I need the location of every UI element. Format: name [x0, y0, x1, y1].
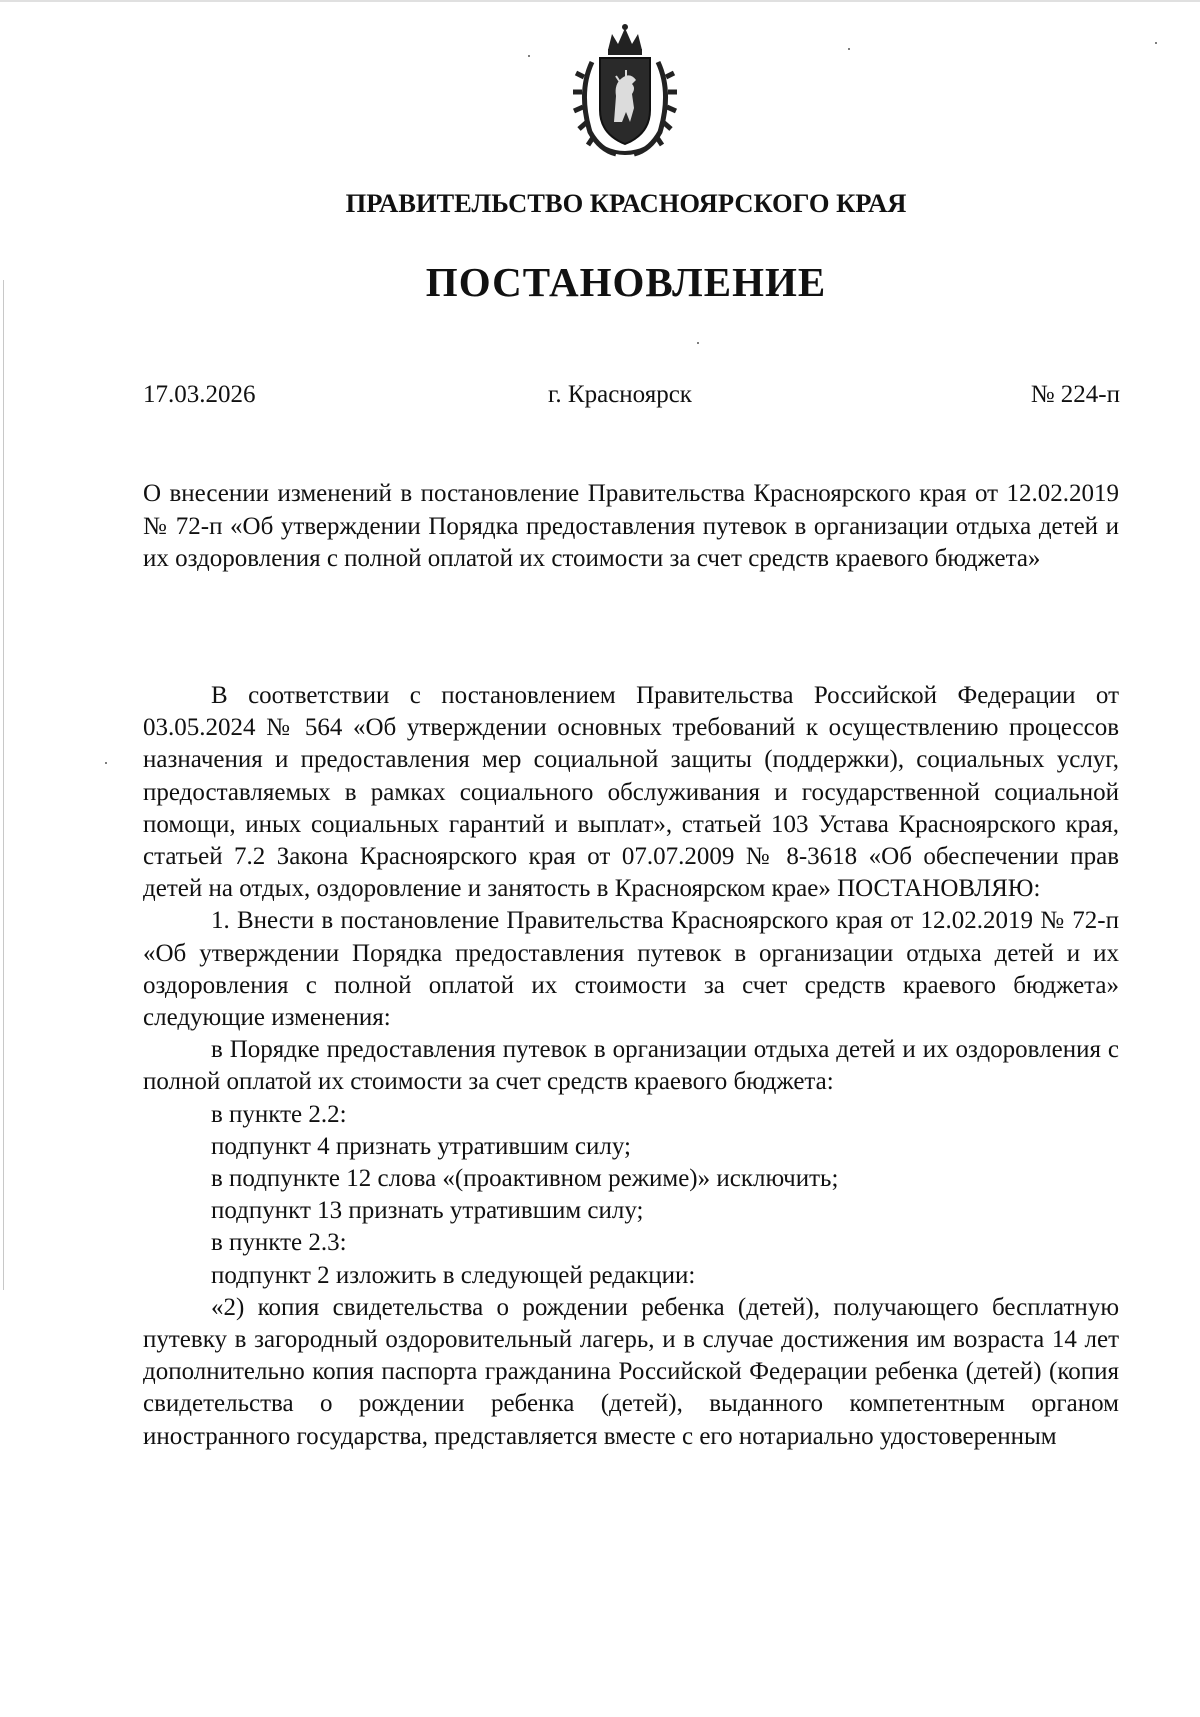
- clause-2-3-line: в пункте 2.3:: [211, 1229, 347, 1257]
- subclause-13-line: подпункт 13 признать утратившим силу;: [211, 1197, 644, 1225]
- scan-edge: [3, 280, 4, 1290]
- subclause-2-text-paragraph: «2) копия свидетельства о рождении ребенка (детей), получающего бесплатную путевку в загородный оздоровительный лагерь, и в случае достижения им возраста 14 лет дополнительно копия паспорта гражданина Российской Федерации ребенка (детей) (копия свидетельства о рождении ребенка (детей), выданного компетентным органом иностранного государства, представляется вместе с его нотариально удостоверенным: [143, 1293, 1119, 1450]
- preamble-paragraph: В соответствии с постановлением Правительства Российской Федерации от 03.05.2024 № 564 «Об утверждении основных требований к осуществлению процессов назначения и предоставления мер социальной защиты (поддержки), социальных услуг, предоставляемых в рамках социального обслуживания и государственной социальной помощи, иных социальных гарантий и выплат», статьей 103 Устава Красноярского края, статьей 7.2 Закона Красноярского края от 07.07.2009 № 8-3618 «Об обеспечении прав детей на отдых, оздоровление и занятость в Красноярском крае» ПОСТАНОВЛЯЮ:: [143, 682, 1119, 903]
- order-paragraph: в Порядке предоставления путевок в организации отдыха детей и их оздоровления с полной оплатой их стоимости за счет средств краевого бюджета:: [143, 1036, 1119, 1096]
- document-body: [143, 680, 1119, 1453]
- clause-2-2-line: в пункте 2.2:: [211, 1100, 347, 1128]
- document-date: 17.03.2026: [143, 381, 256, 408]
- document-title: О внесении изменений в постановление Правительства Красноярского края от 12.02.2019 № 72-п «Об утверждении Порядка предоставления путевок в организации отдыха детей и их оздоровления с полной оплатой их стоимости за счет средств краевого бюджета»: [143, 480, 1119, 572]
- scan-speck: [528, 55, 530, 57]
- subclause-2-intro-line: подпункт 2 изложить в следующей редакции:: [211, 1261, 696, 1289]
- organization-name: ПРАВИТЕЛЬСТВО КРАСНОЯРСКОГО КРАЯ: [345, 188, 907, 218]
- coat-of-arms-icon: [570, 22, 680, 160]
- subclause-4-line: подпункт 4 признать утратившим силу;: [211, 1132, 631, 1160]
- subclause-12-line: в подпункте 12 слова «(проактивном режиме)» исключить;: [211, 1165, 839, 1193]
- document-type: ПОСТАНОВЛЕНИЕ: [425, 259, 827, 305]
- scan-speck: [105, 762, 107, 764]
- scan-speck: [1155, 42, 1157, 44]
- document-city: г. Красноярск: [548, 381, 692, 408]
- scan-speck: [697, 342, 699, 344]
- item-1-paragraph: 1. Внести в постановление Правительства Красноярского края от 12.02.2019 № 72-п «Об утверждении Порядка предоставления путевок в организации отдыха детей и их оздоровления с полной оплатой их стоимости за счет средств краевого бюджета» следующие изменения:: [143, 907, 1119, 1032]
- scan-edge: [0, 0, 1200, 2]
- document-number: № 224-п: [1030, 381, 1120, 408]
- scan-speck: [848, 48, 850, 50]
